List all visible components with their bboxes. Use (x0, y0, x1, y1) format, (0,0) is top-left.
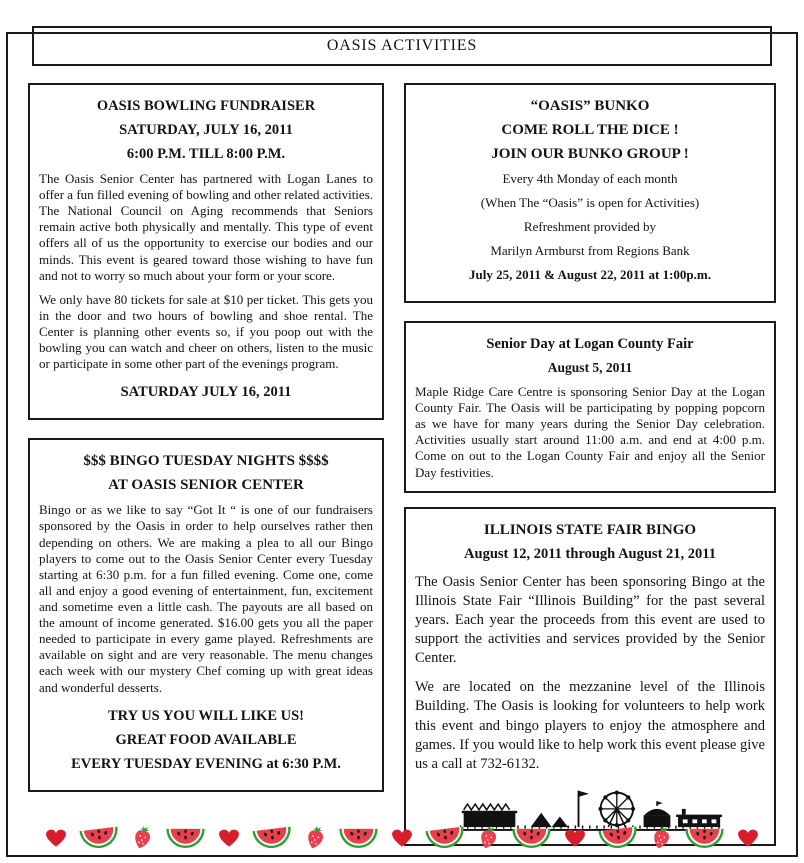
bowling-title: OASIS BOWLING FUNDRAISER (96, 98, 316, 114)
bingo-title-line-2: AT OASIS SENIOR CENTER (108, 477, 304, 494)
bingo-paragraph: Bingo or as we like to say “Got It “ is one of our fundraisers sponsored by the Oasis in order to help ourselves rather then depending on others. We are making a plea to all our Bingo players to come out to the Oasis Senior Center every Tuesday starting at 6:30 p.m. for a fun filled evening. Come one, come all and enjoy a good evening of entertainment, fun, excitement and sometime even a little cash. The payouts are all based on the amount of income generated. $16.00 gets you all the paper needed to participate in every game played. Refreshments are available on sight and are very reasonable. The menu changes each week with our mystery Chef coming up with great ideas and wonderful desserts. (39, 502, 373, 695)
page-title-box (32, 26, 772, 66)
bingo-slogan-line-2: GREAT FOOD AVAILABLE (115, 731, 297, 748)
section-state-fair-bingo (404, 507, 776, 846)
section-bunko (404, 83, 776, 303)
strawberry-icon (302, 823, 329, 853)
watermelon-icon (77, 823, 122, 851)
bowling-paragraph-1: The Oasis Senior Center has partnered with Logan Lanes to offer a fun filled evening of bowling and other related activities. The National Council on Aging recommends that Seniors remain active both physically and mentally. This type of event offers all of us the opportunity to exercise our bodies and our minds. This event is geared toward those wishing to have fun and not to worry so much about your form or your score. (39, 171, 373, 283)
section-bowling-fundraiser (28, 83, 384, 420)
watermelon-icon (250, 823, 295, 851)
section-senior-day (404, 321, 776, 493)
bunko-title-line-1: “OASIS” BUNKO (530, 98, 650, 114)
heart-icon (737, 828, 759, 848)
state-fair-paragraph-2: We are located on the mezzanine level of the Illinois Building. The Oasis is looking for volunteers to help work this event and bingo players to enjoy the atmosphere and games. If you would like to help work this event please give us a call at 732-6132. (415, 679, 765, 772)
page-title: OASIS ACTIVITIES (326, 37, 478, 54)
bunko-title-line-2: COME ROLL THE DICE ! (501, 122, 679, 138)
right-column (404, 83, 776, 846)
watermelon-icon (510, 826, 553, 849)
bowling-time: 6:00 P.M. TILL 8:00 P.M. (126, 146, 286, 162)
bunko-schedule-line: Every 4th Monday of each month (502, 171, 678, 186)
bunko-dates-line: July 25, 2011 & August 22, 2011 at 1:00p.m. (469, 267, 711, 282)
bowling-paragraph-2: We only have 80 tickets for sale at $10 per ticket. This gets you in the door and two hours of bowling and shoe rental. The Center is planning other events so, if you poop out with the bowling you can watch and cheer on others, listen to the music or participate in some other part of the evenings program. (39, 291, 373, 372)
senior-day-paragraph: Maple Ridge Care Centre is sponsoring Senior Day at the Logan County Fair. The Oasis will be participating by popping popcorn as we have for many years during the Senior Day celebration. Activities usually start around 11:00 a.m. and end at 4:00 p.m. Come on out to the Logan County Fair and enjoy all the Senior Day festivities. (415, 384, 765, 480)
bunko-sponsor-line: Marilyn Armburst from Regions Bank (490, 243, 690, 258)
strawberry-icon (129, 823, 156, 853)
watermelon-icon (337, 826, 380, 849)
left-column (28, 83, 384, 792)
bowling-footer-date: SATURDAY JULY 16, 2011 (120, 384, 292, 401)
heart-icon (218, 828, 240, 848)
bunko-note-line: (When The “Oasis” is open for Activities) (480, 195, 700, 210)
heart-icon (564, 828, 586, 848)
watermelon-icon (596, 823, 641, 851)
heart-icon (391, 828, 413, 848)
bingo-slogan-line-1: TRY US YOU WILL LIKE US! (108, 707, 304, 724)
watermelon-icon (423, 823, 468, 851)
state-fair-dates: August 12, 2011 through August 21, 2011 (464, 545, 716, 562)
bunko-title-line-3: JOIN OUR BUNKO GROUP ! (491, 146, 689, 162)
state-fair-paragraph-1: The Oasis Senior Center has been sponsoring Bingo at the Illinois State Fair “Illinois Building” for the past several years. Each year the proceeds from this event are used to support the activities and services provided by the Senior Center. (415, 573, 765, 667)
strawberry-icon (648, 823, 675, 853)
strawberry-icon (475, 823, 502, 853)
watermelon-icon (164, 826, 207, 849)
heart-icon (45, 828, 67, 848)
content-columns (28, 83, 776, 846)
watermelon-icon (683, 826, 726, 849)
decorative-border (0, 825, 804, 850)
senior-day-date: August 5, 2011 (547, 360, 633, 375)
bunko-refreshment-line: Refreshment provided by (523, 219, 657, 234)
section-bingo-tuesday (28, 438, 384, 791)
senior-day-title: Senior Day at Logan County Fair (486, 336, 694, 352)
bingo-slogan-line-3: EVERY TUESDAY EVENING at 6:30 P.M. (71, 755, 341, 772)
bingo-title-line-1: $$$ BINGO TUESDAY NIGHTS $$$$ (83, 453, 329, 470)
bowling-date: SATURDAY, JULY 16, 2011 (119, 122, 293, 138)
state-fair-title: ILLINOIS STATE FAIR BINGO (483, 521, 697, 538)
